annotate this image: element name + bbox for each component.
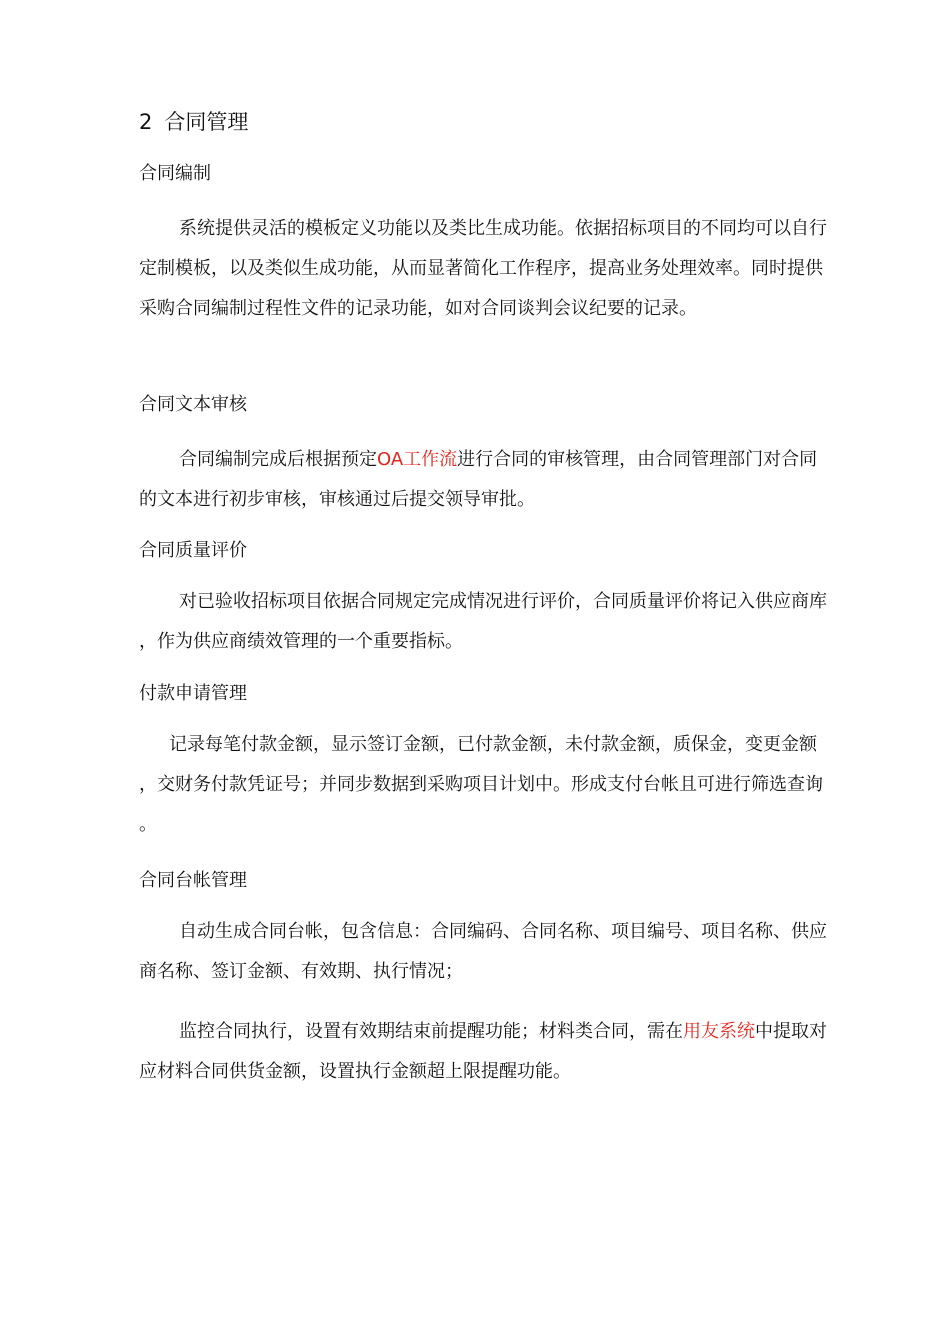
section-number: 2	[139, 110, 153, 134]
paragraph-contract-drafting: 系统提供灵活的模板定义功能以及类比生成功能。依据招标项目的不同均可以自行定制模板，以及类似生成功能，从而显著简化工作程序，提高业务处理效率。同时提供采购合同编制过程性文件的记录功能，如对合同谈判会议纪要的记录。	[139, 218, 827, 319]
paragraph-contract-quality: 对已验收招标项目依据合同规定完成情况进行评价，合同质量评价将记入供应商库，作为供应商绩效管理的一个重要指标。	[139, 591, 827, 652]
section-title: 合同管理	[164, 110, 249, 134]
heading-payment-request: 付款申请管理	[139, 683, 247, 704]
highlight-yonyou-system: 用友系统	[683, 1021, 755, 1042]
paragraph-payment-request: 记录每笔付款金额，显示签订金额，已付款金额，未付款金额，质保金，变更金额，交财务付款凭证号；并同步数据到采购项目计划中。形成支付台帐且可进行筛选查询。	[139, 734, 823, 835]
heading-contract-ledger: 合同台帐管理	[139, 870, 247, 891]
section-heading	[139, 108, 248, 136]
heading-contract-quality: 合同质量评价	[139, 540, 247, 561]
heading-contract-text-review: 合同文本审核	[139, 394, 247, 415]
paragraph-contract-ledger: 自动生成合同台帐，包含信息：合同编码、合同名称、项目编号、项目名称、供应商名称、签订金额、有效期、执行情况；	[139, 921, 827, 982]
paragraph-contract-monitoring: 监控合同执行，设置有效期结束前提醒功能；材料类合同，需在用友系统中提取对应材料合同供货金额，设置执行金额超上限提醒功能。	[139, 1021, 827, 1082]
highlight-oa-workflow: OA工作流	[377, 449, 458, 470]
paragraph-contract-text-review: 合同编制完成后根据预定OA工作流进行合同的审核管理，由合同管理部门对合同的文本进行初步审核，审核通过后提交领导审批。	[139, 449, 818, 510]
heading-contract-drafting: 合同编制	[139, 163, 211, 184]
